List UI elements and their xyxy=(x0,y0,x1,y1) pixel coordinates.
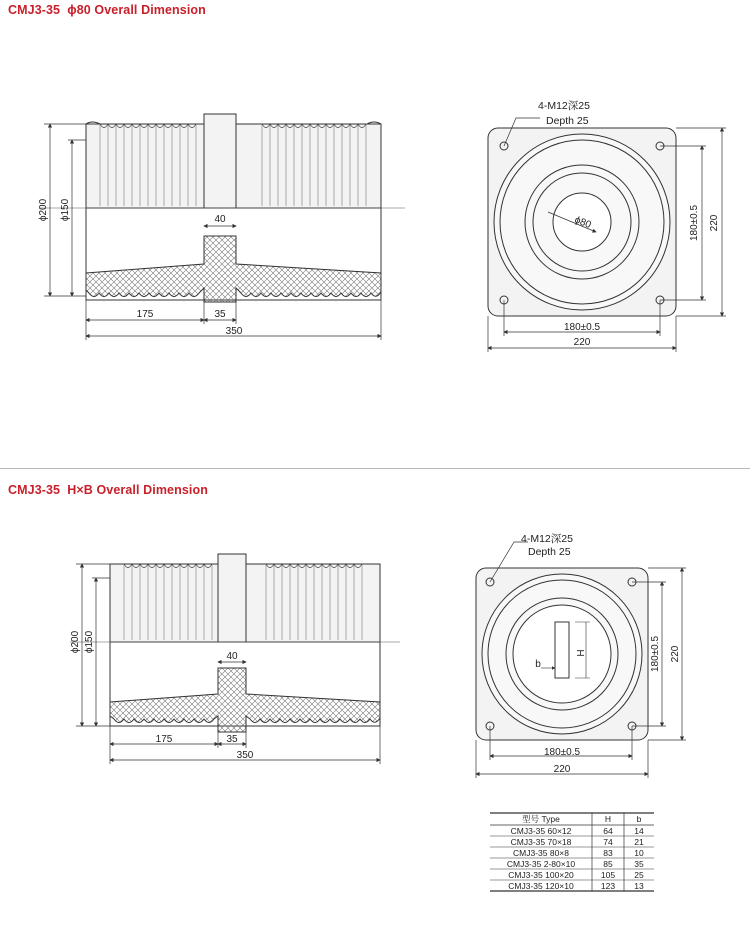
table-cell-type: CMJ3-35 2-80×10 xyxy=(506,859,576,869)
section1-title: CMJ3-35 ϕ80 Overall Dimension xyxy=(8,3,206,17)
side-elevation xyxy=(110,554,380,732)
table-cell-b: 21 xyxy=(634,837,644,847)
bore-label: ϕ80 xyxy=(572,214,593,232)
len-total-label: 350 xyxy=(236,750,254,761)
depth-note: Depth 25 xyxy=(546,115,589,127)
section2-drawing xyxy=(0,470,750,935)
width-v-label: 220 xyxy=(709,214,720,232)
pitch-h-label: 180±0.5 xyxy=(563,322,601,333)
slot-h-label: H xyxy=(576,649,587,657)
table-cell-h: 83 xyxy=(603,848,613,858)
table-cell-b: 35 xyxy=(634,859,644,869)
len-mid-label: 35 xyxy=(226,734,238,745)
len-left-label: 175 xyxy=(155,734,173,745)
table-cell-h: 123 xyxy=(600,881,616,891)
flange-label: 40 xyxy=(214,214,226,225)
table-header-h: H xyxy=(604,814,612,824)
section2-title: CMJ3-35 H×B Overall Dimension xyxy=(8,483,208,497)
pitch-v-label: 180±0.5 xyxy=(650,635,661,673)
od-inner-label: ϕ150 xyxy=(60,198,71,222)
len-mid-label: 35 xyxy=(214,309,226,320)
table-cell-type: CMJ3-35 100×20 xyxy=(508,870,574,880)
top-view xyxy=(476,542,648,740)
table-cell-h: 74 xyxy=(603,837,613,847)
len-total-label: 350 xyxy=(225,326,243,337)
table-cell-b: 14 xyxy=(634,826,644,836)
od-inner-label: ϕ150 xyxy=(84,630,95,654)
width-h-label: 220 xyxy=(553,764,571,775)
pitch-h-label: 180±0.5 xyxy=(543,747,581,758)
table-cell-b: 10 xyxy=(634,848,644,858)
table-cell-type: CMJ3-35 120×10 xyxy=(508,881,574,891)
table-cell-type: CMJ3-35 70×18 xyxy=(510,837,572,847)
od-outer-label: ϕ200 xyxy=(70,630,81,654)
len-left-label: 175 xyxy=(136,309,154,320)
depth-note: Depth 25 xyxy=(528,546,571,558)
pitch-v-label: 180±0.5 xyxy=(689,204,700,242)
slot-b-label: b xyxy=(535,659,541,670)
flange-label: 40 xyxy=(226,651,238,662)
width-h-label: 220 xyxy=(573,337,591,348)
bolt-note: 4-M12深25 xyxy=(521,533,573,545)
slot xyxy=(555,622,569,678)
table-cell-type: CMJ3-35 80×8 xyxy=(513,848,569,858)
width-v-label: 220 xyxy=(670,645,681,663)
table-header-b: b xyxy=(636,814,642,824)
table-cell-h: 64 xyxy=(603,826,613,836)
table-header-type: 型号 Type xyxy=(522,814,560,824)
od-outer-label: ϕ200 xyxy=(38,198,49,222)
table-cell-b: 13 xyxy=(634,881,644,891)
bolt-note: 4-M12深25 xyxy=(538,100,590,112)
table-cell-type: CMJ3-35 60×12 xyxy=(510,826,572,836)
table-cell-b: 25 xyxy=(634,870,644,880)
table-cell-h: 85 xyxy=(603,859,613,869)
table-cell-h: 105 xyxy=(600,870,616,880)
